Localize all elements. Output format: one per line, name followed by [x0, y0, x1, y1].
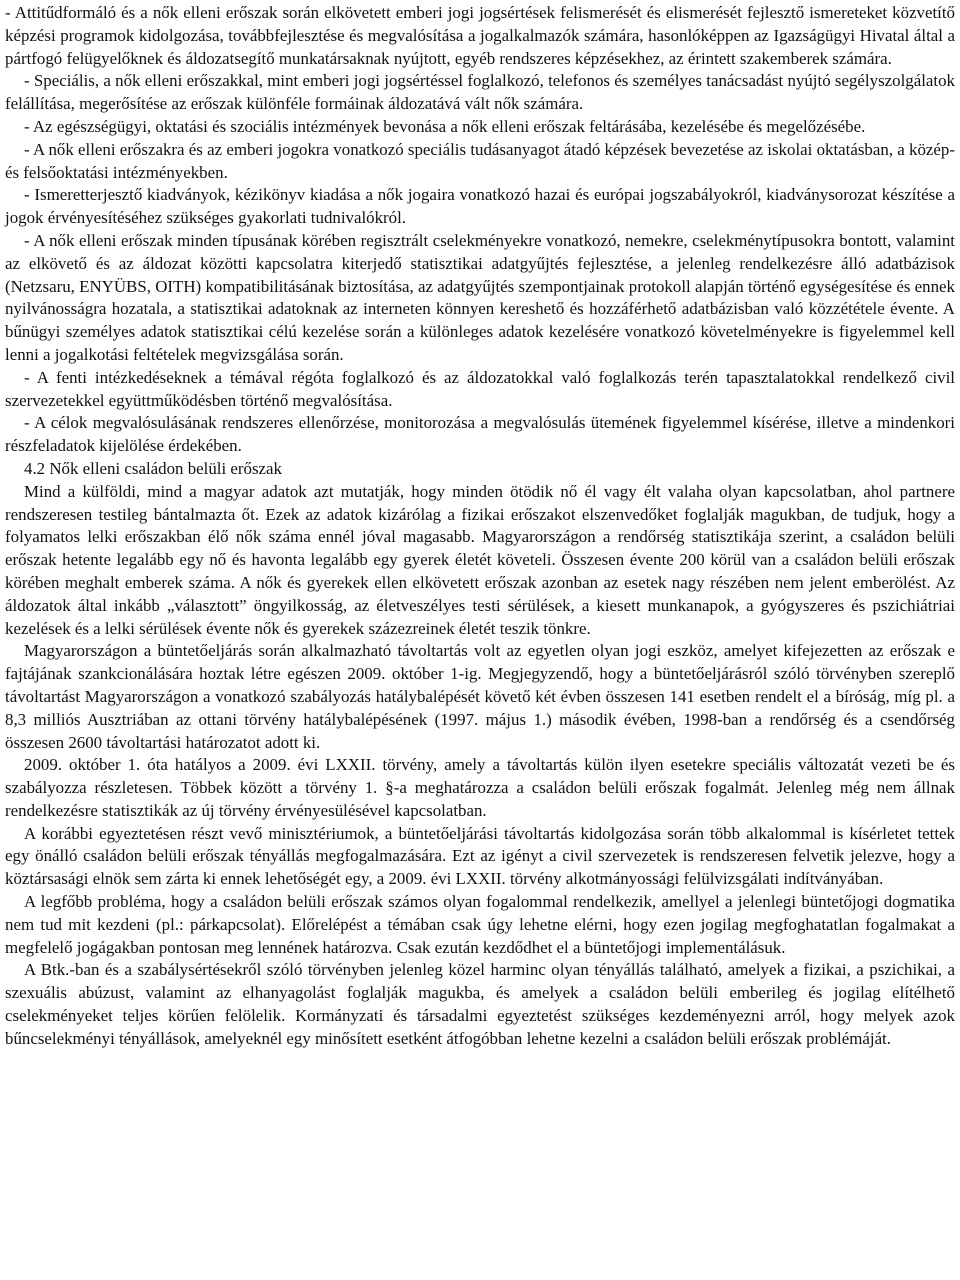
paragraph-publications: - Ismeretterjesztő kiadványok, kézikönyv kiadása a nők jogaira vonatkozó hazai és európai jogszabályokról, kiadványsorozat készítése a jogok érvényesítéséhez szükséges gyakorlati tudnivalókról.	[5, 185, 955, 228]
paragraph-helplines: - Speciális, a nők elleni erőszakkal, mint emberi jogi jogsértéssel foglalkozó, telefonos és személyes tanácsadást nyújtó segélyszolgálatok felállítása, megerősítése az erőszak különféle formáinak áldozatává vált nők számára.	[5, 71, 955, 114]
section-heading: 4.2 Nők elleni családon belüli erőszak	[24, 458, 282, 478]
paragraph-monitoring: - A célok megvalósulásának rendszeres ellenőrzése, monitorozása a megvalósulás ütemének figyelemmel kísérése, illetve a mindenkori részfeladatok kijelölése érdekében.	[5, 413, 955, 456]
paragraph-main-problem: A legfőbb probléma, hogy a családon belüli erőszak számos olyan fogalommal rendelkezik, amellyel a jelenlegi büntetőjogi dogmatika nem tud mit kezdeni (pl.: párkapcsolat). Előrelépést a témában csak úgy lehetne elérni, hogy ezen jogilag megfoghatatlan fogalmakat a megfelelő jogágakban pontosan meg lennének határozva. Csak ezután kezdődhet el a büntetőjogi implementálásuk.	[5, 892, 955, 957]
paragraph-restraining-order: Magyarországon a büntetőeljárás során alkalmazható távoltartás volt az egyetlen olyan jogi eszköz, amelyet kifejezetten az erőszak e fajtájának szankcionálására hoztak létre egészen 2009. október 1-ig. Megjegyzendő, hogy a büntetőeljárásról szóló törvényben szereplő távoltartást Magyarországon a vonatkozó szabályozás hatálybalépését követő két évben összesen 141 esetben rendelt el a bíróság, míg pl. a 8,3 milliós Ausztriában az ottani törvény hatálybalépésének (1997. május 1.) második évében, 1998-ban a rendőrség és a csendőrség összesen 2600 távoltartási határozatot adott ki.	[5, 641, 955, 752]
paragraph-criminal-code: A Btk.-ban és a szabálysértésekről szóló törvényben jelenleg közel harminc olyan tényállás található, amelyek a fizikai, a pszichikai, a szexuális abúzust, valamint az elhanyagolást foglalják magukba, és amelyek a családon belüli emberileg és jogilag elítélhető cselekményeket teljes körűen felölelik. Kormányzati és társadalmi egyeztetést szükséges kezdeményezni arról, hogy melyek azok bűncselekményi tényállások, amelyeknél egy minősített esetként átfogóbban lehetne kezelni a családon belüli erőszak problémáját.	[5, 960, 955, 1048]
paragraph-ministries: A korábbi egyeztetésen részt vevő minisztériumok, a büntetőeljárási távoltartás kidolgozása során több alkalommal is kísérletet tettek egy önálló családon belüli erőszak tényállás megfogalmazására. Ezt az igényt a civil szervezetek is rendszeresen felvetik jelezve, hogy a köztársasági elnök sem zárta ki ennek lehetőségét egy, a 2009. évi LXXII. törvény alkotmányossági felülvizsgálati indítványában.	[5, 823, 955, 889]
paragraph-2009-law: 2009. október 1. óta hatályos a 2009. évi LXXII. törvény, amely a távoltartás külön ilyen esetekre speciális változatát vezeti be és szabályozza részletesen. Többek között a törvény 1. §-a meghatározza a családon belüli erőszak fogalmát. Jelenleg még nem állnak rendelkezésre statisztikák az új törvény érvényesülésével kapcsolatban.	[5, 755, 955, 820]
paragraph-institutions: - Az egészségügyi, oktatási és szociális intézmények bevonása a nők elleni erőszak feltárásába, kezelésébe és megelőzésébe.	[24, 116, 866, 136]
paragraph-civil-cooperation: - A fenti intézkedéseknek a témával régóta foglalkozó és az áldozatokkal való foglalkozás terén tapasztalatokkal rendelkező civil szervezetekkel együttműködésben történő megvalósítása.	[5, 367, 955, 410]
paragraph-prevalence: Mind a külföldi, mind a magyar adatok azt mutatják, hogy minden ötödik nő él vagy élt valaha olyan kapcsolatban, ahol partnere rendszeresen testileg bántalmazta őt. Ezek az adatok kizárólag a fizikai erőszakot elszenvedőket foglalják magukban, de tudjuk, hogy a folyamatos lelki erőszakban élő nők száma ennél jóval magasabb. Magyarországon a rendőrség statisztikája szerint, a családon belüli erőszak hetente legalább egy nő és havonta legalább egy gyerek életét követeli. Összesen évente 200 körül van a családon belüli erőszak körében meghalt emberek száma. A nők és gyerekek ellen elkövetett erőszak azonban az esetek nagy részében nem jelent emberölést. Az áldozatok által inkább „választott” öngyilkosság, az életveszélyes testi sérülések, a kiesett munkanapok, a gyógyszeres és pszichiátriai kezelések és a lelki sérülések évente nők és gyerekek százezreinek életét teszik tönkre.	[5, 481, 955, 638]
paragraph-attitude-training: - Attitűdformáló és a nők elleni erőszak során elkövetett emberi jogi jogsértések felismerését és elismerését fejlesztő ismereteket közvetítő képzési programok kidolgozása, továbbfejlesztése és megvalósítása a jogalkalmazók számára, hasonlóképpen az Igazságügyi Hivatal által a pártfogó felügyelőknek és áldozatsegítő munkatársaknak nyújtott, egyéb rendszeres képzésekhez, az érintett szakemberek számára.	[5, 3, 955, 68]
paragraph-statistics: - A nők elleni erőszak minden típusának körében regisztrált cselekményekre vonatkozó, nemekre, cselekménytípusokra bontott, valamint az elkövető és az áldozat közötti kapcsolatra kiterjedő statisztikai adatgyűjtés fejlesztése, a jelenleg rendelkezésre álló adatbázisok (Netzsaru, ENYÜBS, OITH) kompatibilitásának biztosítása, az adatgyűjtés szempontjainak protokoll alapján történő egységesítése és ennek nyilvánosságra hozatala, a statisztikai adatoknak az interneten könnyen kereshető és hozzáférhető adatbázisban való közzététele évente. A bűnügyi személyes adatok statisztikai célú kezelése során a különleges adatok kezelésére vonatkozó követelményekre is figyelemmel kell lenni a jogalkotási feltételek megvizsgálása során.	[5, 230, 955, 364]
paragraph-school-training: - A nők elleni erőszakra és az emberi jogokra vonatkozó speciális tudásanyagot átadó képzések bevezetése az iskolai oktatásban, a közép- és felsőoktatási intézményekben.	[5, 139, 955, 182]
